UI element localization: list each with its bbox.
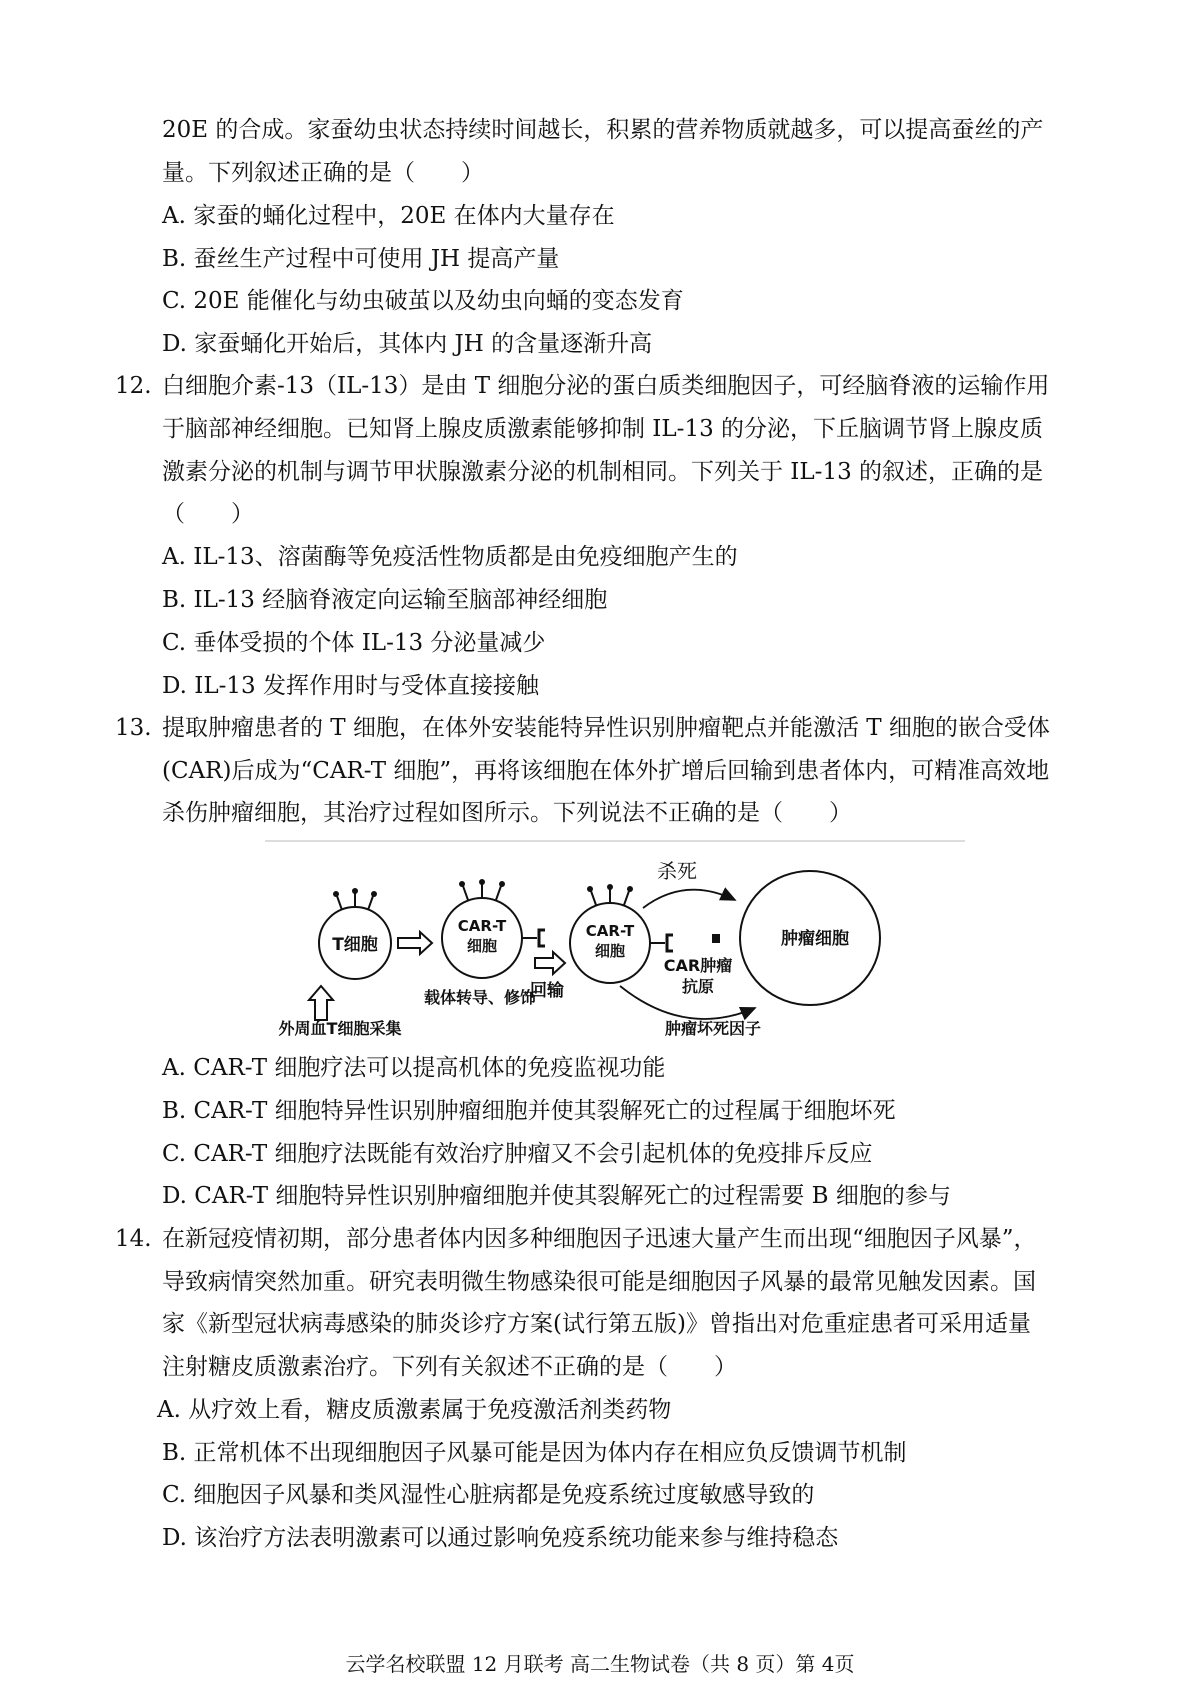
- car-t-cell-label-2: 细胞: [466, 937, 498, 955]
- q12-answer-blank: （ ）: [162, 501, 254, 527]
- tumor-cell-label: 肿瘤细胞: [781, 929, 849, 949]
- q14-stem-line: 导致病情突然加重。研究表明微生物感染很可能是细胞因子风暴的最常见触发因素。国: [162, 1269, 1036, 1295]
- q13-stem-line: 提取肿瘤患者的 T 细胞，在体外安装能特异性识别肿瘤靶点并能激活 T 细胞的嵌合受体: [162, 715, 1050, 741]
- q13-stem-line: 杀伤肿瘤细胞，其治疗过程如图所示。下列说法不正确的是（ ）: [162, 800, 852, 826]
- q12-option-d: D. IL-13 发挥作用时与受体直接接触: [162, 673, 539, 699]
- q13-stem-line: (CAR)后成为“CAR-T 细胞”，再将该细胞在体外扩增后回输到患者体内，可精准高效地: [162, 758, 1050, 784]
- page-footer: 云学名校联盟 12 月联考 高二生物试卷（共 8 页）第 4页: [345, 1652, 855, 1676]
- vector-label: 载体转导、修饰: [423, 988, 537, 1007]
- car-t-cell-label-2: 细胞: [594, 942, 626, 960]
- q13-option-c: C. CAR-T 细胞疗法既能有效治疗肿瘤又不会引起机体的免疫排斥反应: [162, 1141, 873, 1167]
- reinfuse-label: 回输: [530, 981, 564, 1001]
- q14-option-c: C. 细胞因子风暴和类风湿性心脏病都是免疫系统过度敏感导致的: [162, 1482, 815, 1508]
- q13-number: 13.: [115, 715, 152, 741]
- q11-option-b: B. 蚕丝生产过程中可使用 JH 提高产量: [162, 246, 560, 272]
- t-cell-label: T细胞: [332, 935, 378, 955]
- q14-number: 14.: [115, 1226, 152, 1252]
- collect-label: 外周血T细胞采集: [278, 1019, 402, 1038]
- q11-option-d: D. 家蚕蛹化开始后，其体内 JH 的含量逐渐升高: [162, 331, 653, 357]
- q12-stem-line: 白细胞介素-13（IL-13）是由 T 细胞分泌的蛋白质类细胞因子，可经脑脊液的运输作用: [162, 373, 1050, 399]
- q12-number: 12.: [115, 373, 152, 399]
- antigen-label-1: CAR肿瘤: [663, 956, 733, 975]
- q13-option-a: A. CAR-T 细胞疗法可以提高机体的免疫监视功能: [162, 1055, 666, 1081]
- q14-option-d: D. 该治疗方法表明激素可以通过影响免疫系统功能来参与维持稳态: [162, 1525, 839, 1551]
- car-t-cell-label-1: CAR-T: [585, 922, 635, 940]
- q11-stem-line: 20E 的合成。家蚕幼虫状态持续时间越长，积累的营养物质就越多，可以提高蚕丝的产: [162, 117, 1044, 143]
- q12-stem-line: 激素分泌的机制与调节甲状腺激素分泌的机制相同。下列关于 IL-13 的叙述，正确的是: [162, 459, 1044, 485]
- open-arrow-icon: [398, 932, 432, 954]
- car-t-cell-label-1: CAR-T: [457, 917, 507, 935]
- q14-option-a: A. 从疗效上看，糖皮质激素属于免疫激活剂类药物: [157, 1397, 672, 1423]
- q12-stem-line: 于脑部神经细胞。已知肾上腺皮质激素能够抑制 IL-13 的分泌，下丘脑调节肾上腺皮质: [162, 416, 1044, 442]
- open-up-arrow-icon: [309, 986, 333, 1020]
- q11-stem-line: 量。下列叙述正确的是（ ）: [162, 160, 484, 186]
- tnf-label: 肿瘤坏死因子: [664, 1019, 762, 1038]
- q12-option-a: A. IL-13、溶菌酶等免疫活性物质都是由免疫细胞产生的: [162, 544, 738, 570]
- q13-option-b: B. CAR-T 细胞特异性识别肿瘤细胞并使其裂解死亡的过程属于细胞坏死: [162, 1098, 896, 1124]
- kill-label: 杀死: [657, 859, 697, 883]
- q11-option-c: C. 20E 能催化与幼虫破茧以及幼虫向蛹的变态发育: [162, 288, 684, 314]
- q14-stem-line: 家《新型冠状病毒感染的肺炎诊疗方案(试行第五版)》曾指出对危重症患者可采用适量: [162, 1311, 1031, 1337]
- open-arrow-icon: [535, 952, 565, 974]
- q14-stem-line: 注射糖皮质激素治疗。下列有关叙述不正确的是（ ）: [162, 1354, 737, 1380]
- kill-arrow-icon: [643, 890, 735, 908]
- car-t-process-diagram: [265, 838, 965, 1043]
- q13-option-d: D. CAR-T 细胞特异性识别肿瘤细胞并使其裂解死亡的过程需要 B 细胞的参与: [162, 1183, 951, 1209]
- t-cell-circle: [319, 888, 391, 979]
- q12-option-b: B. IL-13 经脑脊液定向运输至脑部神经细胞: [162, 587, 608, 613]
- q11-option-a: A. 家蚕的蛹化过程中，20E 在体内大量存在: [162, 203, 615, 229]
- q14-option-b: B. 正常机体不出现细胞因子风暴可能是因为体内存在相应负反馈调节机制: [162, 1440, 907, 1466]
- antigen-label-2: 抗原: [681, 977, 715, 996]
- q14-stem-line: 在新冠疫情初期，部分患者体内因多种细胞因子迅速大量产生而出现“细胞因子风暴”，: [162, 1226, 1037, 1252]
- q12-option-c: C. 垂体受损的个体 IL-13 分泌量减少: [162, 630, 546, 656]
